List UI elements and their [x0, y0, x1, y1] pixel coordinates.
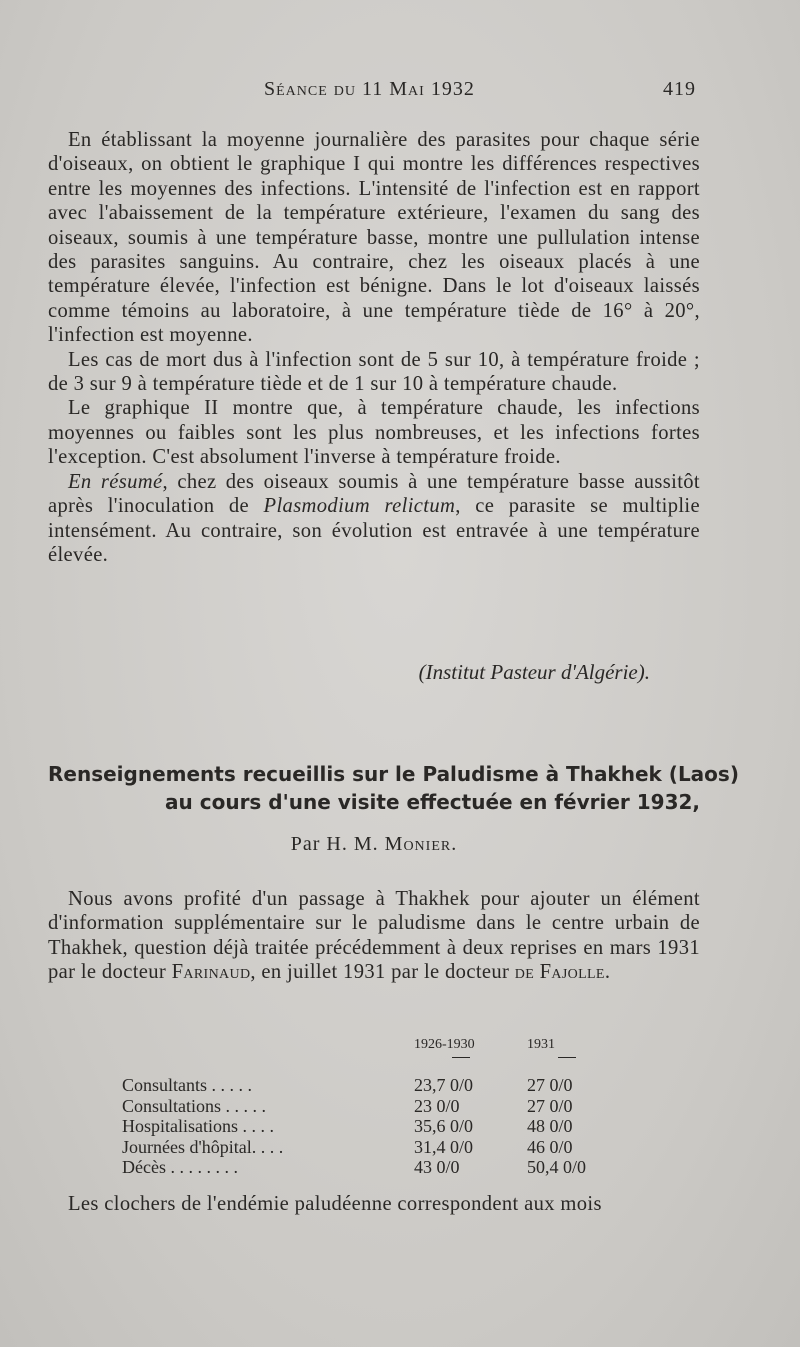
text-run: , chez des oiseaux soumis à une température basse aussitôt après l'inoculation de — [48, 470, 701, 518]
table-row — [122, 1157, 622, 1178]
row-label: Consultations . . . . . — [122, 1095, 267, 1116]
paragraph — [48, 470, 700, 568]
cell-1931: 27 0/0 — [527, 1095, 573, 1116]
author-line — [48, 833, 700, 856]
cell-1931: 27 0/0 — [527, 1075, 573, 1095]
emphasis: En résumé — [68, 470, 163, 493]
table-row — [122, 1096, 622, 1117]
title-line-1: Renseignements recueillis sur le Paludisme à Thakhek (Laos) — [48, 762, 739, 786]
cell-1931: 46 0/0 — [527, 1136, 573, 1157]
table-row — [122, 1116, 622, 1137]
section-2-continuation — [48, 1192, 700, 1216]
row-label: Journées d'hôpital. . . . — [122, 1136, 284, 1157]
table-row — [122, 1075, 622, 1096]
cell-1926-1930: 23,7 0/0 — [414, 1075, 474, 1095]
institution-signature: (Institut Pasteur d'Algérie). — [418, 660, 650, 684]
paragraph: Les clochers de l'endémie paludéenne correspondent aux mois — [68, 1193, 602, 1215]
text-run: , ce parasite se multiplie intensément. Au contraire, son évolution est entravée à une température élevée. — [48, 495, 700, 566]
person-name: de Fajolle. — [514, 961, 611, 984]
cell-1926-1930: 35,6 0/0 — [414, 1116, 474, 1136]
cell-1931: 48 0/0 — [527, 1116, 573, 1136]
divider — [558, 1057, 576, 1058]
cell-1926-1930: 43 0/0 — [414, 1157, 460, 1177]
row-label: Décès . . . . . . . . — [122, 1157, 238, 1177]
cell-1931: 50,4 0/0 — [527, 1157, 587, 1177]
divider — [452, 1057, 470, 1058]
article-title — [48, 760, 739, 816]
paragraph — [48, 887, 700, 985]
row-label: Hospitalisations . . . . — [122, 1116, 274, 1136]
statistics-table — [122, 1037, 622, 1178]
text-run: , en juillet 1931 par le docteur — [250, 961, 515, 984]
paragraph: Le graphique II montre que, à température chaude, les infections moyennes ou faibles sont les plus nombreuses, et les infections fortes l'exception. C'est absolument l'inverse à température froide. — [48, 397, 700, 469]
table-header — [122, 1037, 622, 1075]
cell-1926-1930: 23 0/0 — [414, 1095, 460, 1116]
column-header-1931: 1931 — [527, 1037, 555, 1052]
text-run: Nous avons profité d'un passage à Thakhek pour ajouter un élément d'information supplémentaire sur le paludisme dans le centre urbain de Thakhek, question déjà traitée précédemment à deux reprises en mars 1931 par le docteur — [48, 888, 700, 984]
table-row — [122, 1137, 622, 1158]
author-prefix: Par H. M. — [290, 833, 385, 855]
author-name: Monier. — [384, 833, 458, 855]
title-line-2: au cours d'une visite effectuée en février 1932, — [165, 790, 700, 814]
running-title: Séance du 11 Mai 1932 — [264, 78, 475, 100]
page-header — [48, 78, 696, 108]
paragraph: En établissant la moyenne journalière des parasites pour chaque série d'oiseaux, on obtient le graphique I qui montre les différences respectives entre les moyennes des infections. L'intensité de l'infection est en rapport avec l'abaissement de la température extérieure, l'examen du sang des oiseaux, soumis à une température basse, montre une pullulation intense des parasites sanguins. Au contraire, chez les oiseaux placés à une température élevée, l'infection est bénigne. Dans le lot d'oiseaux laissés comme témoins au laboratoire, à une température tiède de 16° à 20°, l'infection est moyenne. — [48, 129, 700, 347]
row-label: Consultants . . . . . — [122, 1075, 253, 1095]
column-header-1926-1930: 1926-1930 — [414, 1037, 475, 1052]
paragraph: Les cas de mort dus à l'infection sont de 5 sur 10, à température froide ; de 3 sur 9 à température tiède et de 1 sur 10 à température chaude. — [48, 348, 700, 396]
cell-1926-1930: 31,4 0/0 — [414, 1136, 474, 1157]
section-2-body — [48, 887, 700, 985]
person-name: Farinaud — [171, 961, 251, 984]
page-number: 419 — [663, 78, 696, 100]
section-1-body — [48, 128, 700, 567]
species-name: Plasmodium relictum — [263, 495, 456, 518]
